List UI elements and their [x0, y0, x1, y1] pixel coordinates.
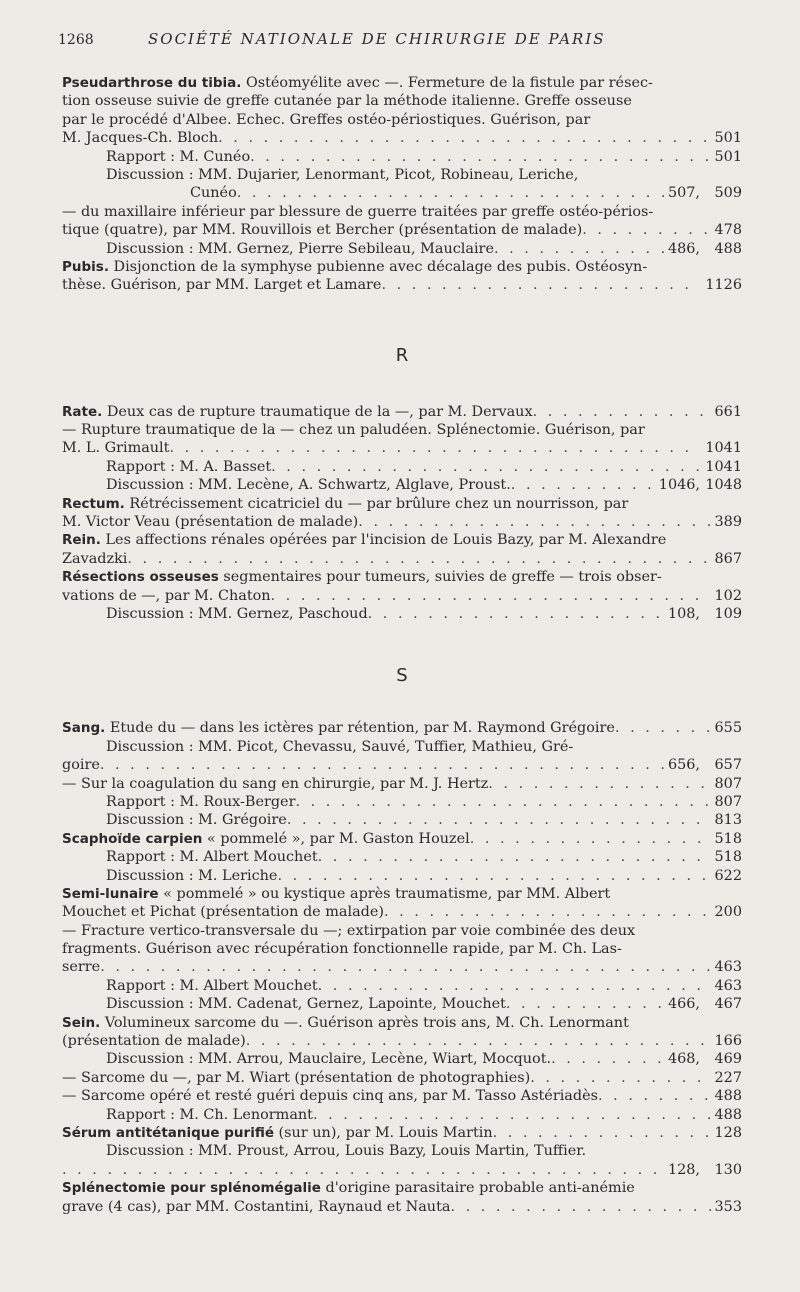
entry-text: Discussion : MM. Cadenat, Gernez, Lapointe, Mouchet [106, 996, 506, 1013]
entry-text: Disjonction de la symphyse pubienne avec décalage des pubis. Ostéosyn- [108, 258, 648, 275]
index-entry-line [62, 867, 742, 885]
dot-leader [271, 458, 701, 476]
dot-leader [551, 1050, 664, 1068]
index-entry-line [62, 775, 742, 793]
dot-leader [318, 977, 711, 995]
page-ref-2: 130 [714, 1161, 742, 1178]
dot-leader [488, 775, 710, 793]
index-entry-line [62, 1198, 742, 1216]
page-ref: 501 [714, 148, 742, 165]
dot-leader [450, 1198, 710, 1216]
entry-keyword: Sérum antitétanique purifié [62, 1124, 274, 1141]
index-entry-line [62, 458, 742, 476]
index-entry-line [62, 276, 742, 294]
dot-leader [295, 793, 710, 811]
entry-text: M. L. Grimault [62, 440, 170, 457]
entry-keyword: Résections osseuses [62, 569, 219, 586]
entry-text: — du maxillaire inférieur par blessure de guerre traitées par greffe ostéo-périos- [62, 203, 654, 220]
entry-text: Discussion : MM. Lecène, A. Schwartz, Alglave, Proust. [106, 477, 511, 494]
index-entry-line [62, 513, 742, 531]
page-ref: 466, [667, 996, 700, 1013]
index-entry-line [62, 587, 742, 605]
dot-leader [598, 1087, 711, 1105]
entry-text: (présentation de malade) [62, 1033, 246, 1050]
dot-leader [533, 403, 711, 421]
entry-text: — Sur la coagulation du sang en chirurgie, par M. J. Hertz [62, 775, 489, 792]
dot-leader [218, 129, 710, 147]
page-number: 1268 [58, 32, 94, 48]
index-entry-line [62, 258, 742, 276]
index-entry-line [62, 903, 742, 921]
page-ref: 478 [714, 222, 742, 239]
index-entry-line [62, 495, 742, 513]
index-entry-line [62, 1069, 742, 1087]
entry-text: d'origine parasitaire probable anti-anémie [320, 1180, 635, 1197]
index-entry-line [62, 940, 742, 958]
page-ref: 518 [714, 830, 742, 847]
entry-text: Rapport : M. Cunéo [106, 148, 251, 165]
entry-keyword: Rectum. [62, 495, 125, 512]
entry-text: Discussion : MM. Arrou, Mauclaire, Lecène, Wiart, Mocquot. [106, 1051, 552, 1068]
index-content [62, 74, 742, 1216]
entry-keyword: Rein. [62, 532, 101, 549]
page-ref: 655 [714, 720, 742, 737]
entry-text: Rapport : M. Albert Mouchet [106, 977, 318, 994]
index-entry-line [62, 995, 742, 1013]
entry-keyword: Sang. [62, 720, 106, 737]
entry-keyword: Pseudarthrose du tibia. [62, 75, 242, 91]
entry-text: Rapport : M. Ch. Lenormant [106, 1106, 313, 1123]
entry-text: M. Victor Veau (présentation de malade) [62, 514, 359, 531]
dot-leader [287, 811, 711, 829]
entry-text: goire [62, 757, 100, 774]
page-ref: 108, [667, 605, 700, 622]
entry-text: vations de —, par M. Chaton [62, 587, 271, 604]
index-entry-line [62, 184, 742, 202]
page-ref: 1126 [705, 277, 742, 294]
section-r [62, 403, 742, 624]
entry-text: fragments. Guérison avec récupération fonctionnelle rapide, par M. Ch. Las- [62, 941, 622, 958]
dot-leader [470, 830, 711, 848]
dot-leader [100, 958, 710, 976]
page-ref-2: 488 [714, 240, 742, 257]
page-ref: 661 [714, 403, 742, 420]
index-entry-line [62, 203, 742, 221]
entry-text: — Sarcome du —, par M. Wiart (présentation de photographies) [62, 1069, 531, 1086]
section-p [62, 74, 742, 295]
dot-leader [615, 719, 711, 737]
section-letter-r: R [395, 344, 409, 366]
entry-text: — Fracture vertico-transversale du —; extirpation par voie combinée des deux [62, 922, 636, 939]
index-entry-line [62, 793, 742, 811]
entry-text: Volumineux sarcome du —. Guérison après trois ans, M. Ch. Lenormant [100, 1014, 629, 1031]
dot-leader [169, 439, 701, 457]
page-ref-2: 109 [714, 605, 742, 622]
index-entry-line [62, 1179, 742, 1197]
entry-text: Zavadzki [62, 550, 128, 567]
index-entry-line [62, 830, 742, 848]
index-entry-line [62, 1050, 742, 1068]
entry-text: Discussion : MM. Proust, Arrou, Louis Bazy, Louis Martin, Tuffier. [106, 1143, 587, 1160]
dot-leader [494, 240, 664, 258]
index-entry-line [62, 1014, 742, 1032]
entry-text: Les affections rénales opérées par l'incision de Louis Bazy, par M. Alexandre [100, 532, 667, 549]
index-entry-line [62, 1032, 742, 1050]
index-entry-line [62, 958, 742, 976]
entry-text: « pommelé », par M. Gaston Houzel [202, 830, 470, 847]
index-entry-line [62, 977, 742, 995]
entry-text: Cunéo [190, 185, 237, 202]
index-entry-line [62, 848, 742, 866]
page-ref: 200 [714, 904, 742, 921]
entry-text: Discussion : MM. Gernez, Paschoud [106, 605, 368, 622]
entry-text: — Rupture traumatique de la — chez un paludéen. Splénectomie. Guérison, par [62, 422, 645, 439]
dot-leader [271, 587, 711, 605]
entry-keyword: Scaphoïde carpien [62, 830, 203, 847]
running-header [58, 26, 742, 54]
page-ref-2: 1048 [705, 477, 742, 494]
entry-keyword: Sein. [62, 1014, 101, 1031]
page-ref: 488 [714, 1106, 742, 1123]
page-ref: 488 [714, 1088, 742, 1105]
entry-text: — Sarcome opéré et resté guéri depuis cinq ans, par M. Tasso Astériadès [62, 1088, 599, 1105]
dot-leader [313, 1106, 711, 1124]
entry-keyword: Splénectomie pour splénomégalie [62, 1180, 321, 1197]
page-ref: 1046, [658, 477, 700, 494]
page-ref: 813 [714, 812, 742, 829]
entry-text: serre [62, 959, 101, 976]
entry-text: segmentaires pour tumeurs, suivies de greffe — trois obser- [218, 569, 662, 586]
index-entry-line [62, 756, 742, 774]
entry-text: thèse. Guérison, par MM. Larget et Lamare [62, 277, 382, 294]
entry-text: Discussion : M. Leriche [106, 867, 278, 884]
dot-leader [493, 1124, 711, 1142]
dot-leader [246, 1032, 711, 1050]
entry-text: « pommelé » ou kystique après traumatisme, par MM. Albert [158, 885, 611, 902]
page-ref-2: 657 [714, 757, 742, 774]
index-entry-line [62, 221, 742, 239]
index-entry-line [62, 1106, 742, 1124]
dot-leader [318, 848, 711, 866]
entry-text: (sur un), par M. Louis Martin [273, 1124, 493, 1141]
index-entry-line [62, 531, 742, 549]
dot-leader [368, 605, 664, 623]
index-entry-line [62, 148, 742, 166]
section-letter-s: S [396, 665, 408, 687]
index-entry-line [62, 738, 742, 756]
page-ref: 389 [714, 514, 742, 531]
entry-text: Discussion : MM. Gernez, Pierre Sebileau, Mauclaire [106, 240, 494, 257]
entry-text: Rapport : M. Roux-Berger [106, 793, 296, 810]
index-entry-line [62, 605, 742, 623]
dot-leader [530, 1069, 710, 1087]
entry-text: Etude du — dans les ictères par rétention, par M. Raymond Grégoire [105, 720, 615, 737]
index-entry-line [62, 476, 742, 494]
dot-leader [511, 476, 655, 494]
entry-text: tion osseuse suivie de greffe cutanée par la méthode italienne. Greffe osseuse [62, 93, 632, 110]
page-ref: 518 [714, 849, 742, 866]
dot-leader [358, 513, 710, 531]
entry-text: Rapport : M. Albert Mouchet [106, 849, 318, 866]
index-entry-line [62, 129, 742, 147]
page-ref: 807 [714, 775, 742, 792]
dot-leader [506, 995, 664, 1013]
entry-keyword: Pubis. [62, 258, 109, 275]
entry-keyword: Rate. [62, 403, 103, 420]
index-entry-line [62, 1124, 742, 1142]
page-ref: 807 [714, 793, 742, 810]
page-ref: 128 [714, 1124, 742, 1141]
page-ref: 1041 [705, 440, 742, 457]
index-entry-line [62, 421, 742, 439]
section-s [62, 719, 742, 1216]
dot-leader [250, 148, 710, 166]
index-entry-line [62, 439, 742, 457]
index-entry-line [62, 1087, 742, 1105]
entry-text: Mouchet et Pichat (présentation de malade) [62, 904, 384, 921]
entry-text: Discussion : MM. Picot, Chevassu, Sauvé, Tuffier, Mathieu, Gré- [106, 738, 574, 755]
entry-keyword: Semi-lunaire [62, 885, 159, 902]
dot-leader [381, 276, 701, 294]
page-ref: 463 [714, 959, 742, 976]
page-ref: 486, [667, 240, 700, 257]
page-ref: 656, [667, 757, 700, 774]
index-entry-line [62, 240, 742, 258]
entry-text: par le procédé d'Albee. Echec. Greffes ostéo-périostiques. Guérison, par [62, 111, 591, 128]
page-ref: 353 [714, 1198, 742, 1215]
page-ref: 867 [714, 550, 742, 567]
index-entry-line [62, 166, 742, 184]
index-entry-line [62, 550, 742, 568]
page-ref: 468, [667, 1051, 700, 1068]
page-ref: 227 [714, 1069, 742, 1086]
journal-title: SOCIÉTÉ NATIONALE DE CHIRURGIE DE PARIS [148, 30, 606, 48]
page-ref: 102 [714, 587, 742, 604]
index-entry-line [62, 403, 742, 421]
page-ref: 463 [714, 977, 742, 994]
index-entry-line [62, 719, 742, 737]
page-ref-2: 469 [714, 1051, 742, 1068]
page-ref-2: 509 [714, 185, 742, 202]
index-entry-line [62, 111, 742, 129]
dot-leader [237, 184, 664, 202]
entry-text: M. Jacques-Ch. Bloch [62, 130, 219, 147]
index-entry-line [62, 885, 742, 903]
index-entry-line [62, 74, 742, 92]
entry-text: grave (4 cas), par MM. Costantini, Raynaud et Nauta [62, 1198, 451, 1215]
page-ref: 128, [667, 1161, 700, 1178]
entry-text: Discussion : MM. Dujarier, Lenormant, Picot, Robineau, Leriche, [106, 166, 579, 183]
page-ref: 166 [714, 1033, 742, 1050]
entry-text: Discussion : M. Grégoire [106, 812, 287, 829]
entry-text: Rétrécissement cicatriciel du — par brûlure chez un nourrisson, par [124, 495, 629, 512]
entry-text: Rapport : M. A. Basset [106, 458, 272, 475]
page-ref-2: 467 [714, 996, 742, 1013]
dot-leader [277, 867, 710, 885]
dot-leader [127, 550, 710, 568]
page-ref: 507, [667, 185, 700, 202]
page-ref: 1041 [705, 458, 742, 475]
index-entry-line [62, 568, 742, 586]
entry-text: Deux cas de rupture traumatique de la —, par M. Dervaux [102, 403, 533, 420]
index-entry-line [62, 922, 742, 940]
dot-leader [582, 221, 710, 239]
page-ref: 622 [714, 867, 742, 884]
dot-leader [62, 1161, 664, 1179]
dot-leader [384, 903, 711, 921]
index-entry-line [62, 811, 742, 829]
index-entry-line [62, 92, 742, 110]
entry-text: Ostéomyélite avec —. Fermeture de la fistule par résec- [241, 75, 653, 91]
index-entry-line [62, 1161, 742, 1179]
index-entry-line [62, 1142, 742, 1160]
entry-text: tique (quatre), par MM. Rouvillois et Bercher (présentation de malade) [62, 222, 583, 239]
dot-leader [100, 756, 664, 774]
page-ref: 501 [714, 130, 742, 147]
